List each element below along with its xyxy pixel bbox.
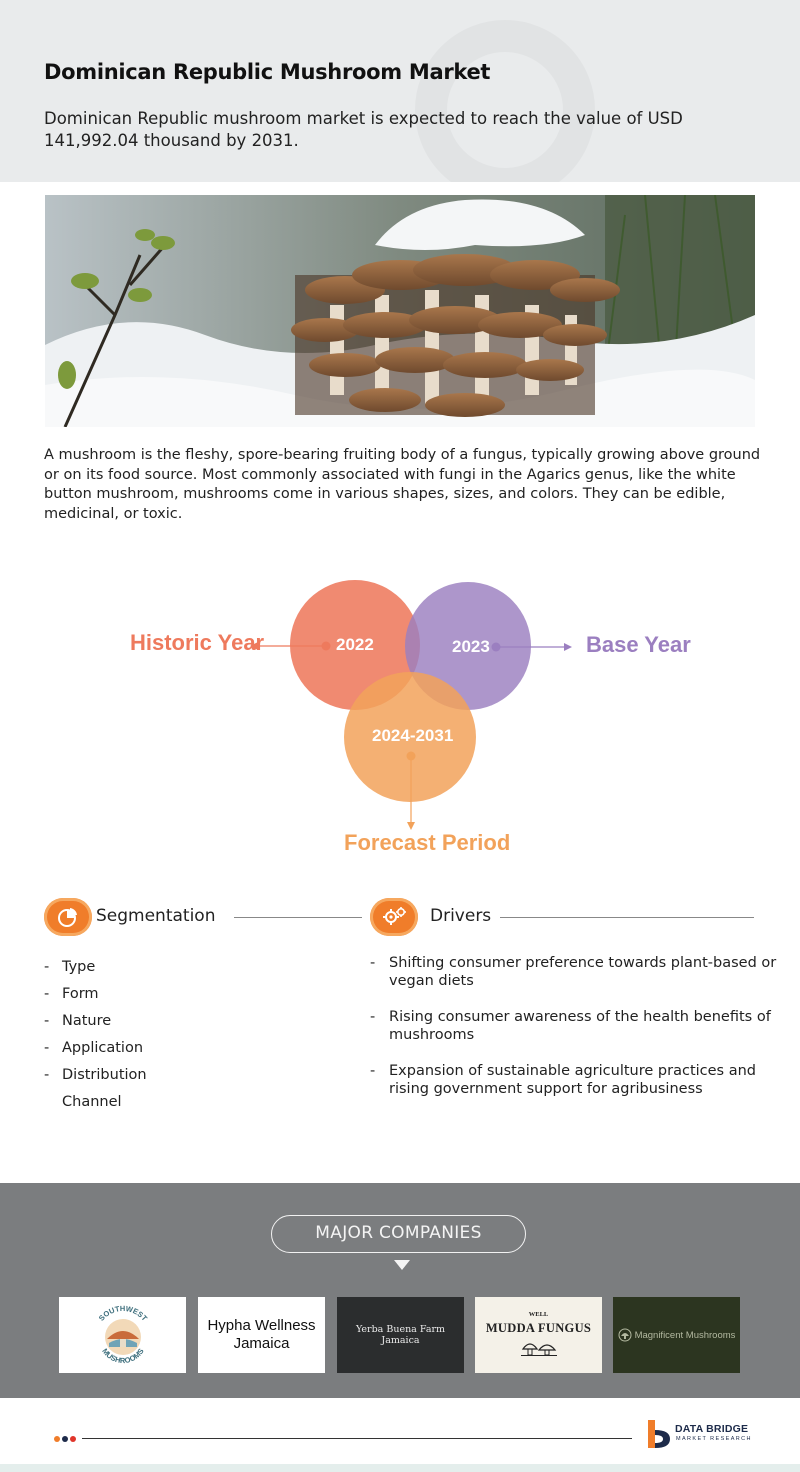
header-banner	[0, 0, 800, 182]
footer-dot	[62, 1436, 68, 1442]
company-logo-hypha-wellness: Hypha Wellness Jamaica	[198, 1297, 325, 1373]
company-logo-magnificent-mushrooms: Magnificent Mushrooms	[613, 1297, 740, 1373]
gears-icon	[370, 898, 418, 936]
list-item: - Nature	[44, 1013, 112, 1029]
footer	[0, 1398, 800, 1472]
timeline-venn	[0, 560, 800, 870]
list-item: - Shifting consumer preference towards plant-based or vegan diets	[370, 955, 777, 989]
forecast-period-value: 2024-2031	[372, 726, 454, 745]
page-title: Dominican Republic Mushroom Market	[44, 60, 491, 84]
logo-arc-bottom-text: MUSHROOMS	[100, 1346, 146, 1366]
decorative-ring	[415, 20, 595, 182]
forecast-period-label: Forecast Period	[344, 830, 511, 855]
timeline-connectors	[0, 560, 800, 870]
list-item: - Type	[44, 959, 96, 975]
list-item-continuation: Channel	[62, 1094, 122, 1110]
data-bridge-logo-icon	[646, 1418, 672, 1450]
drivers-title: Drivers	[430, 906, 492, 926]
list-item: - Application	[44, 1040, 144, 1056]
intro-text: Dominican Republic mushroom market is expected to reach the value of USD 141,992.04 thousand by 2031.	[44, 109, 683, 150]
historic-year-value: 2022	[336, 635, 374, 654]
drivers-list	[370, 954, 780, 1116]
list-item: - Expansion of sustainable agriculture practices and rising government support for agribusiness	[370, 1063, 756, 1097]
company-logo-mudda-fungus: WELL MUDDA FUNGUS	[475, 1297, 602, 1373]
hero-mushroom-image	[45, 195, 755, 427]
caret-down-icon	[394, 1260, 410, 1270]
segmentation-header	[44, 898, 364, 938]
logo-arc-top-text: SOUTHWEST	[96, 1303, 150, 1323]
drivers-divider	[500, 917, 754, 918]
list-item: - Form	[44, 986, 99, 1002]
historic-year-label: Historic Year	[130, 630, 265, 655]
footer-bottom-band	[0, 1464, 800, 1472]
base-year-value: 2023	[452, 637, 490, 656]
mushroom-icon	[618, 1328, 632, 1342]
major-companies-section	[0, 1183, 800, 1398]
base-year-label: Base Year	[586, 632, 691, 657]
brand-name: DATA BRIDGE	[675, 1423, 749, 1435]
market-description: A mushroom is the fleshy, spore-bearing fruiting body of a fungus, typically growing above ground or on its food source. Most commonly associated with fungi in the Agarics genus, like the white button mushroom, mushrooms come in various shapes, sizes, and colors. They can be edible, medicinal, or toxic.	[44, 447, 761, 522]
brand-subtitle: MARKET RESEARCH	[676, 1436, 752, 1442]
segmentation-divider	[234, 917, 362, 918]
company-logo-yerba-buena: Yerba Buena Farm Jamaica	[337, 1297, 464, 1373]
segmentation-list	[44, 954, 147, 1116]
mushroom-icon	[519, 1339, 559, 1357]
pie-chart-icon	[44, 898, 92, 936]
footer-divider	[82, 1438, 632, 1439]
list-item: - Rising consumer awareness of the health benefits of mushrooms	[370, 1009, 771, 1043]
drivers-header	[370, 898, 760, 938]
footer-dot	[54, 1436, 60, 1442]
footer-dot	[70, 1436, 76, 1442]
list-item: - Distribution	[44, 1067, 147, 1083]
major-companies-title: MAJOR COMPANIES	[271, 1215, 526, 1253]
segmentation-title: Segmentation	[96, 906, 216, 926]
company-logo-southwest-mushrooms	[59, 1297, 186, 1373]
